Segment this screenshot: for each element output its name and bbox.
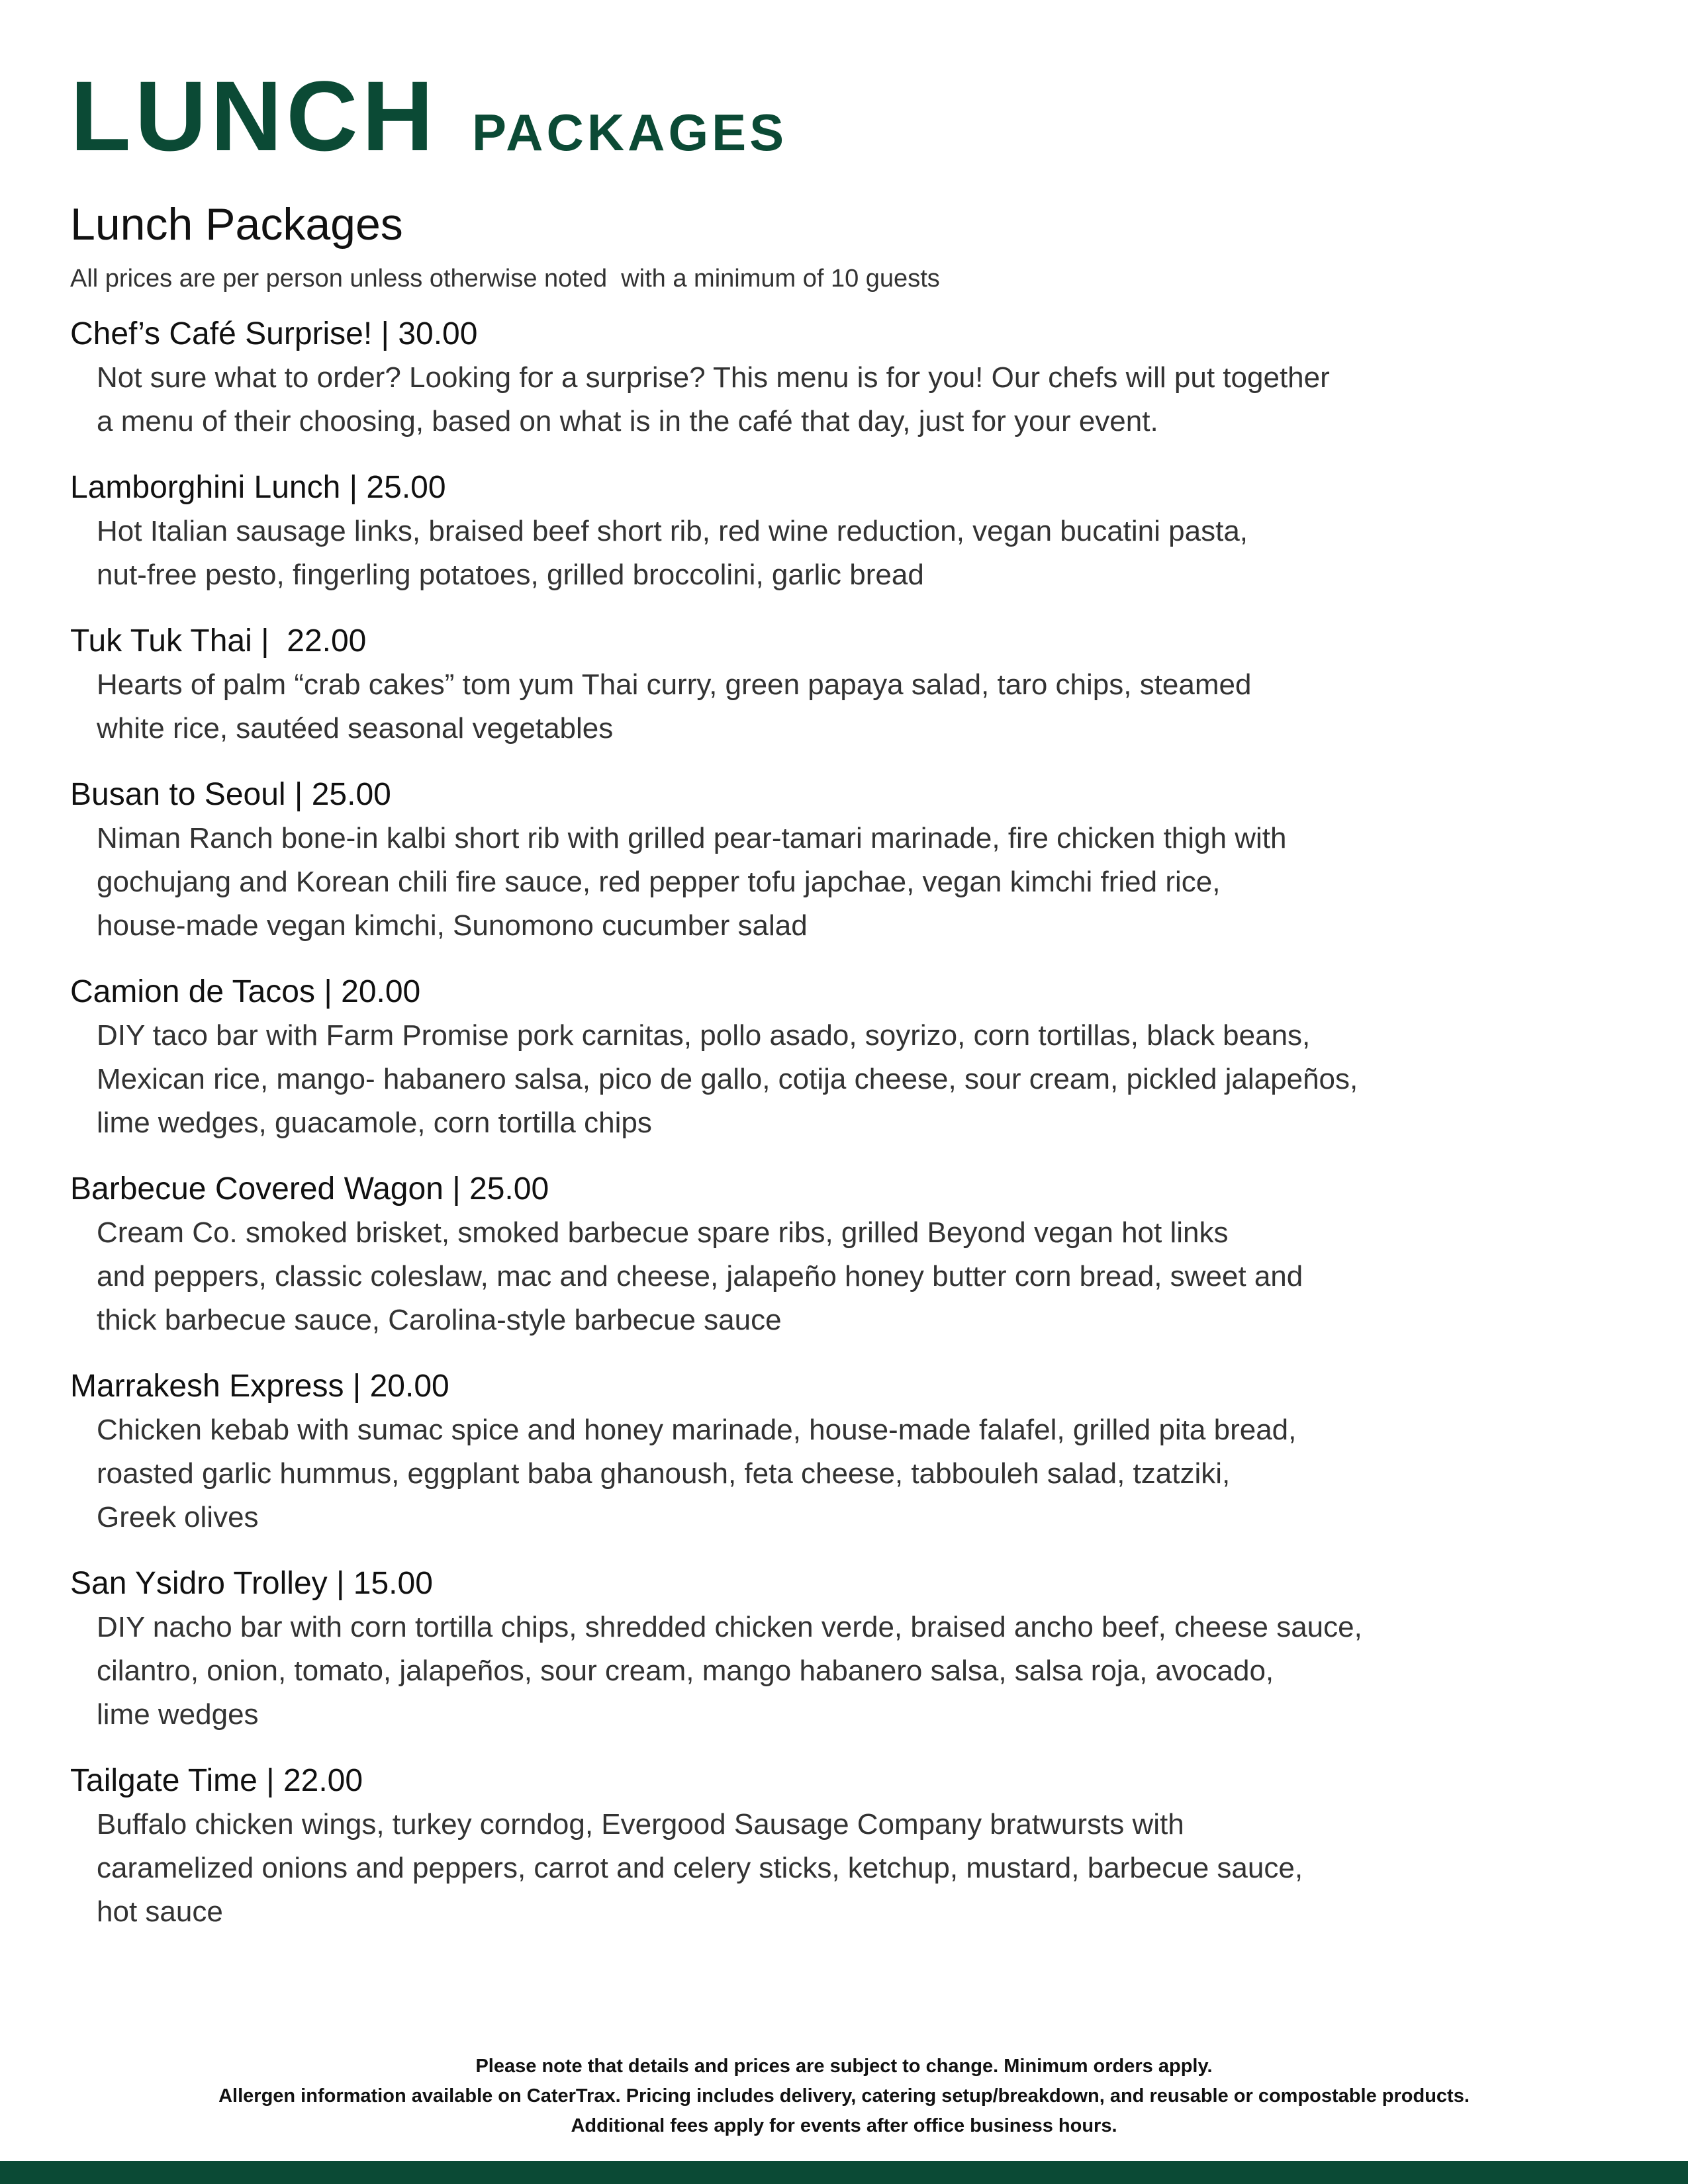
section-subtitle: All prices are per person unless otherwise noted with a minimum of 10 guests — [70, 265, 940, 293]
package-description-line: DIY nacho bar with corn tortilla chips, shredded chicken verde, braised ancho beef, cheese sauce, — [97, 1611, 1362, 1643]
page-header — [70, 60, 788, 171]
package-title: Tailgate Time | 22.00 — [70, 1763, 363, 1798]
package-description-line: Greek olives — [97, 1501, 259, 1533]
package-description-line: caramelized onions and peppers, carrot and celery sticks, ketchup, mustard, barbecue sauce, — [97, 1852, 1303, 1884]
package-description — [97, 510, 1593, 597]
footer-line: Please note that details and prices are subject to change. Minimum orders apply. — [475, 2056, 1213, 2077]
package-description-line: house-made vegan kimchi, Sunomono cucumber salad — [97, 909, 808, 942]
package-description-line: hot sauce — [97, 1895, 223, 1928]
package-description-line: gochujang and Korean chili fire sauce, red pepper tofu japchae, vegan kimchi fried rice, — [97, 866, 1221, 898]
package-description — [97, 356, 1593, 443]
header-title-packages: PACKAGES — [471, 103, 788, 161]
package-item — [70, 1167, 1593, 1342]
package-description-line: lime wedges, guacamole, corn tortilla chips — [97, 1107, 652, 1139]
package-description — [97, 1211, 1593, 1342]
footer-line: Additional fees apply for events after office business hours. — [571, 2115, 1117, 2136]
section-title: Lunch Packages — [70, 199, 403, 250]
package-item — [70, 773, 1593, 948]
package-item — [70, 970, 1593, 1145]
package-title: Busan to Seoul | 25.00 — [70, 777, 391, 812]
package-description-line: cilantro, onion, tomato, jalapeños, sour cream, mango habanero salsa, salsa roja, avocado, — [97, 1655, 1274, 1687]
package-item — [70, 1365, 1593, 1539]
package-description-line: Hot Italian sausage links, braised beef short rib, red wine reduction, vegan bucatini pasta, — [97, 515, 1248, 547]
package-title: Barbecue Covered Wagon | 25.00 — [70, 1171, 549, 1206]
package-item — [70, 312, 1593, 443]
package-description-line: and peppers, classic coleslaw, mac and cheese, jalapeño honey butter corn bread, sweet and — [97, 1260, 1303, 1293]
package-title: Chef’s Café Surprise! | 30.00 — [70, 316, 478, 351]
package-description-line: lime wedges — [97, 1698, 259, 1731]
package-description-line: Mexican rice, mango- habanero salsa, pico de gallo, cotija cheese, sour cream, pickled jalapeños, — [97, 1063, 1358, 1095]
package-description — [97, 1606, 1593, 1737]
package-list — [70, 312, 1593, 1956]
footer-notes — [0, 2052, 1688, 2141]
package-description-line: nut-free pesto, fingerling potatoes, grilled broccolini, garlic bread — [97, 559, 924, 591]
package-item — [70, 1759, 1593, 1934]
package-description-line: Hearts of palm “crab cakes” tom yum Thai curry, green papaya salad, taro chips, steamed — [97, 668, 1252, 701]
package-description — [97, 1803, 1593, 1934]
package-item — [70, 1562, 1593, 1737]
package-description-line: Niman Ranch bone-in kalbi short rib with grilled pear-tamari marinade, fire chicken thigh with — [97, 822, 1287, 854]
package-item — [70, 466, 1593, 597]
package-description-line: Chicken kebab with sumac spice and honey marinade, house-made falafel, grilled pita bread, — [97, 1414, 1297, 1446]
package-title: Camion de Tacos | 20.00 — [70, 974, 421, 1009]
package-title: Tuk Tuk Thai | 22.00 — [70, 623, 367, 659]
package-description-line: DIY taco bar with Farm Promise pork carnitas, pollo asado, soyrizo, corn tortillas, black beans, — [97, 1019, 1311, 1052]
package-title: Lamborghini Lunch | 25.00 — [70, 470, 446, 505]
footer-line: Allergen information available on CaterTrax. Pricing includes delivery, catering setup/breakdown, and reusable or compostable products. — [218, 2085, 1470, 2107]
package-description-line: thick barbecue sauce, Carolina-style barbecue sauce — [97, 1304, 782, 1336]
package-description — [97, 663, 1593, 751]
package-description-line: white rice, sautéed seasonal vegetables — [97, 712, 614, 745]
package-description — [97, 1408, 1593, 1539]
package-description — [97, 817, 1593, 948]
package-title: Marrakesh Express | 20.00 — [70, 1369, 449, 1404]
bottom-brand-bar — [0, 2161, 1688, 2184]
package-description-line: Cream Co. smoked brisket, smoked barbecue spare ribs, grilled Beyond vegan hot links — [97, 1216, 1229, 1249]
package-item — [70, 619, 1593, 751]
package-description-line: a menu of their choosing, based on what is in the café that day, just for your event. — [97, 405, 1158, 437]
header-title-lunch: LUNCH — [70, 60, 438, 171]
package-description-line: Not sure what to order? Looking for a surprise? This menu is for you! Our chefs will put together — [97, 361, 1330, 394]
package-description-line: Buffalo chicken wings, turkey corndog, Evergood Sausage Company bratwursts with — [97, 1808, 1184, 1841]
package-title: San Ysidro Trolley | 15.00 — [70, 1566, 433, 1601]
package-description — [97, 1014, 1593, 1145]
package-description-line: roasted garlic hummus, eggplant baba ghanoush, feta cheese, tabbouleh salad, tzatziki, — [97, 1457, 1231, 1490]
